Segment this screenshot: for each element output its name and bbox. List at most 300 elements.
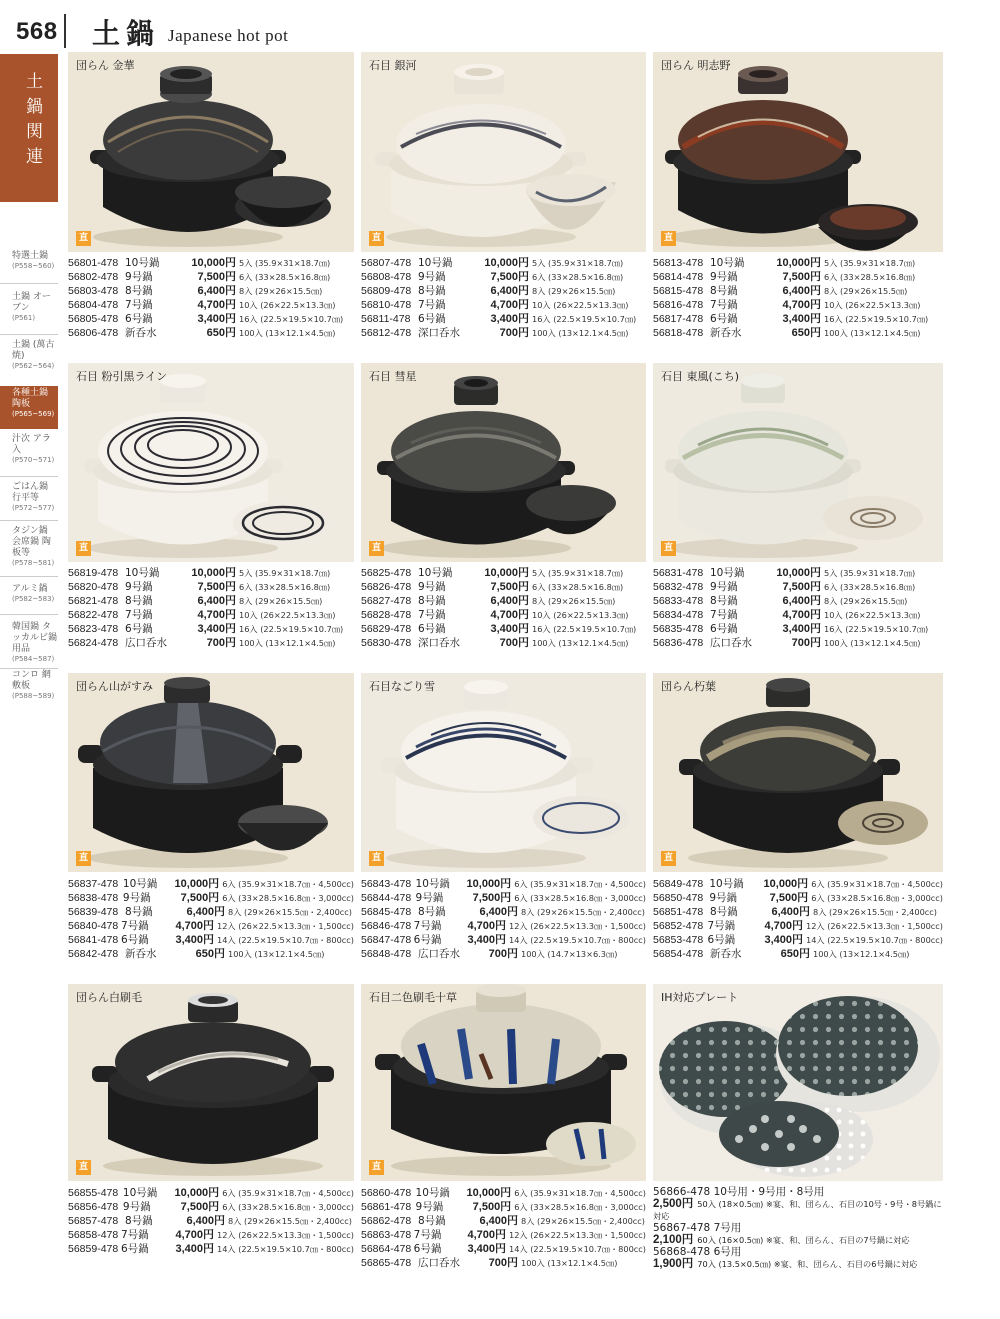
pack-dimensions: 5入 (35.9×31×18.7㎝)	[824, 258, 916, 268]
product-code: 56835-478	[653, 623, 704, 635]
price: 650円	[206, 327, 236, 339]
price: 7,500円	[490, 271, 529, 283]
sidebar-divider	[0, 614, 58, 615]
product-code: 56831-478	[653, 567, 704, 579]
pack-dimensions: 8入 (29×26×15.5㎝)	[532, 286, 616, 296]
sidebar-item-pages: (P562~564)	[12, 362, 55, 370]
pot-size: 7号鍋	[413, 920, 442, 932]
product-name: 団らん 明志野	[661, 59, 731, 72]
price: 6,400円	[490, 595, 529, 607]
header-divider	[64, 14, 66, 48]
product-name: 石目 粉引黒ライン	[76, 370, 168, 383]
pot-size: 6号鍋	[418, 623, 446, 635]
sidebar-item-label: 土鍋 オーブン	[12, 292, 51, 313]
spec-list	[68, 877, 354, 961]
sidebar-divider	[0, 334, 58, 335]
spec-row	[361, 877, 646, 891]
pot-size: 9号鍋	[122, 1201, 151, 1213]
pot-size: 深口呑水	[418, 327, 460, 339]
price: 10,000円	[484, 567, 529, 579]
price: 6,400円	[479, 1215, 518, 1227]
sidebar-item-pages: (P565~569)	[12, 410, 55, 418]
pack-dimensions: 8入 (29×26×15.5㎝)	[532, 596, 616, 606]
pack-dimensions: 16入 (22.5×19.5×10.7㎝)	[532, 314, 637, 324]
price: 4,700円	[197, 299, 236, 311]
product-code: 56832-478	[653, 581, 704, 593]
spec-row	[68, 326, 354, 340]
category-tab	[0, 54, 58, 202]
pack-dimensions: 10入 (26×22.5×13.3㎝)	[824, 610, 921, 620]
spec-row	[653, 594, 943, 608]
pack-dimensions: 5入 (35.9×31×18.7㎝)	[532, 568, 624, 578]
spec-row	[68, 566, 354, 580]
pot-size: 9号鍋	[710, 271, 738, 283]
pot-size: 7号鍋	[121, 1229, 149, 1241]
pack-dimensions: 6入 (33×28.5×16.8㎝)	[239, 582, 331, 592]
price: 650円	[791, 327, 821, 339]
spec-row	[653, 284, 943, 298]
price: 700円	[791, 637, 821, 649]
product-code: 56811-478	[361, 313, 411, 325]
price: 10,000円	[466, 878, 512, 890]
sidebar-item-pages: (P588~589)	[12, 692, 55, 700]
pack-dimensions: 14入 (22.5×19.5×10.7㎝・800cc)	[216, 1244, 354, 1254]
pack-dimensions: 6入 (33×28.5×16.8㎝・3,000cc)	[811, 893, 943, 903]
page-title: 土鍋	[92, 17, 161, 50]
sidebar-item-pages: (P570~571)	[12, 456, 55, 464]
sidebar-item-label: 各種土鍋 陶板	[12, 388, 49, 409]
pot-size: 7号鍋	[121, 920, 149, 932]
pot-size: 10号鍋	[125, 257, 160, 269]
pot-size: 新呑水	[710, 327, 742, 339]
price: 3,400円	[490, 313, 529, 325]
pack-dimensions: 14入 (22.5×19.5×10.7㎝・800cc)	[805, 935, 943, 945]
pack-dimensions: 8入 (29×26×15.5㎝)	[824, 596, 908, 606]
product-card	[68, 363, 354, 562]
price: 7,500円	[180, 892, 220, 904]
price: 700円	[499, 637, 529, 649]
price: 4,700円	[490, 609, 529, 621]
spec-list	[653, 877, 943, 961]
spec-row	[653, 919, 943, 933]
product-code: 56865-478	[361, 1257, 412, 1269]
price: 3,400円	[782, 313, 821, 325]
sidebar-divider	[0, 520, 58, 521]
pack-dimensions: 16入 (22.5×19.5×10.7㎝)	[532, 624, 637, 634]
spec-row	[361, 1242, 646, 1256]
price: 7,500円	[472, 892, 512, 904]
spec-row	[653, 877, 943, 891]
product-name: 石目 東風(こち)	[661, 370, 740, 383]
donabe-photo	[68, 673, 354, 872]
pot-size: 新呑水	[710, 948, 742, 960]
price: 6,400円	[186, 1215, 225, 1227]
product-code: 56841-478	[68, 934, 119, 946]
spec-row	[653, 608, 943, 622]
pot-size: 新呑水	[125, 948, 157, 960]
pack-dimensions: 14入 (22.5×19.5×10.7㎝・800cc)	[508, 935, 646, 945]
ih-price-line	[653, 1234, 943, 1246]
product-code: 56837-478	[68, 878, 119, 890]
pack-dimensions: 100入 (13×12.1×4.5㎝)	[824, 328, 921, 338]
sidebar-item-active[interactable]	[0, 386, 58, 429]
product-name: 団らん白刷毛	[76, 991, 142, 1004]
ih-price-line	[653, 1258, 943, 1270]
product-code: 56857-478	[68, 1215, 119, 1227]
pack-dimensions: 6入 (33×28.5×16.8㎝・3,000cc)	[514, 1202, 646, 1212]
sidebar-item-label: 韓国鍋 タッカルビ鍋 用品	[12, 622, 58, 654]
pot-size: 9号鍋	[125, 581, 153, 593]
spec-row	[653, 298, 943, 312]
price: 4,700円	[782, 609, 821, 621]
product-code: 56804-478	[68, 299, 119, 311]
price: 10,000円	[174, 1187, 220, 1199]
sidebar-item[interactable]	[12, 340, 58, 371]
sidebar-item-pages: (P584~587)	[12, 655, 55, 663]
price: 3,400円	[782, 623, 821, 635]
spec-row	[653, 312, 943, 326]
spec-row	[361, 594, 646, 608]
donabe-photo	[361, 52, 646, 252]
price: 7,500円	[782, 271, 821, 283]
sidebar-item[interactable]	[12, 292, 58, 323]
price: 4,700円	[175, 1229, 214, 1241]
product-code: 56805-478	[68, 313, 119, 325]
product-card	[361, 363, 646, 562]
product-code: 56833-478	[653, 595, 704, 607]
pack-dimensions: 12入 (26×22.5×13.3㎝・1,500cc)	[216, 1230, 354, 1240]
product-code: 56859-478	[68, 1243, 119, 1255]
pot-size: 6号鍋	[710, 623, 738, 635]
product-card	[653, 363, 943, 562]
spec-row	[653, 933, 943, 947]
spec-row	[361, 256, 646, 270]
product-code: 56819-478	[68, 567, 119, 579]
page-subtitle: Japanese hot pot	[168, 26, 289, 45]
spec-row	[68, 312, 354, 326]
price: 650円	[195, 948, 225, 960]
pot-size: 8号鍋	[125, 285, 153, 297]
spec-row	[653, 580, 943, 594]
product-code: 56809-478	[361, 285, 412, 297]
product-code: 56802-478	[68, 271, 119, 283]
pack-dimensions: 5入 (35.9×31×18.7㎝)	[532, 258, 624, 268]
price: 6,400円	[479, 906, 518, 918]
sidebar-item[interactable]	[12, 526, 58, 568]
product-code: 56843-478	[361, 878, 412, 890]
spec-row	[68, 284, 354, 298]
donabe-photo	[361, 984, 646, 1181]
pack-dimensions: 100入 (13×12.1×4.5㎝)	[521, 1258, 618, 1268]
product-code: 56844-478	[361, 892, 412, 904]
spec-row	[68, 1214, 354, 1228]
spec-row	[361, 919, 646, 933]
product-code: 56818-478	[653, 327, 704, 339]
price: 10,000円	[466, 1187, 512, 1199]
product-code: 56863-478	[361, 1229, 412, 1241]
product-code: 56812-478	[361, 327, 412, 339]
price: 3,400円	[175, 934, 214, 946]
donabe-photo	[653, 673, 943, 872]
spec-row	[68, 594, 354, 608]
product-card	[68, 673, 354, 872]
spec-row	[68, 877, 354, 891]
pot-size: 新呑水	[125, 327, 157, 339]
spec-row	[361, 636, 646, 650]
product-code: 56828-478	[361, 609, 412, 621]
sidebar-item-label: ごはん鍋 行平等	[12, 482, 49, 503]
spec-list	[653, 566, 943, 650]
pot-size: 10号鍋	[122, 1187, 158, 1199]
product-code: 56858-478	[68, 1229, 119, 1241]
sidebar-item[interactable]	[12, 251, 70, 271]
price: 700円	[488, 1257, 518, 1269]
spec-row	[68, 270, 354, 284]
spec-row	[361, 270, 646, 284]
product-name: 石目 銀河	[369, 59, 417, 72]
pack-dimensions: 16入 (22.5×19.5×10.7㎝)	[824, 314, 929, 324]
pot-size: 10号鍋	[125, 567, 160, 579]
product-code: 56823-478	[68, 623, 119, 635]
spec-row	[361, 1200, 646, 1214]
spec-list	[361, 877, 646, 961]
pack-dimensions: 6入 (35.9×31×18.7㎝・4,500cc)	[514, 879, 646, 889]
pot-size: 10号鍋	[418, 257, 453, 269]
product-code: 56846-478	[361, 920, 412, 932]
ih-plate-photo	[653, 984, 943, 1181]
sidebar-divider	[0, 476, 58, 477]
pack-dimensions: 100入 (13×12.1×4.5㎝)	[532, 328, 629, 338]
spec-row	[68, 1200, 354, 1214]
donabe-photo	[653, 363, 943, 562]
sidebar-item-label: 汁次 アラ入	[12, 434, 51, 455]
pot-size: 8号鍋	[125, 906, 153, 918]
pot-size: 10号鍋	[710, 567, 745, 579]
product-code: 56808-478	[361, 271, 412, 283]
price: 3,400円	[764, 934, 803, 946]
donabe-photo	[68, 52, 354, 252]
pack-dimensions: 16入 (22.5×19.5×10.7㎝)	[824, 624, 929, 634]
pot-size: 10号鍋	[418, 567, 453, 579]
product-card	[68, 52, 354, 252]
spec-row	[361, 580, 646, 594]
pot-size: 9号鍋	[125, 271, 153, 283]
pack-dimensions: 8入 (29×26×15.5㎝・2,400cc)	[228, 1216, 352, 1226]
spec-row	[361, 284, 646, 298]
pot-size: 6号鍋	[125, 313, 153, 325]
pack-dimensions: 100入 (13×12.1×4.5㎝)	[824, 638, 921, 648]
spec-row	[68, 891, 354, 905]
pot-size: 9号鍋	[709, 892, 738, 904]
pack-dimensions: 14入 (22.5×19.5×10.7㎝・800cc)	[508, 1244, 646, 1254]
product-code: 56860-478	[361, 1187, 412, 1199]
spec-row	[361, 298, 646, 312]
pot-size: 8号鍋	[418, 1215, 446, 1227]
product-name: 団らん朽葉	[661, 680, 716, 693]
price: 6,400円	[197, 595, 236, 607]
price: 2,100円	[653, 1234, 694, 1246]
product-code: 56801-478	[68, 257, 119, 269]
price: 3,400円	[490, 623, 529, 635]
price: 7,500円	[769, 892, 809, 904]
product-code: 56815-478	[653, 285, 704, 297]
product-code: 56864-478	[361, 1243, 412, 1255]
ih-price-line	[653, 1198, 943, 1222]
product-code: 56813-478	[653, 257, 704, 269]
ih-detail: 50入 (18×0.5㎝) ※宴、和、団らん、石目の10号・9号・8号鍋に対応	[653, 1199, 942, 1221]
spec-list	[361, 256, 646, 340]
product-name: 石目なごり雪	[369, 680, 435, 693]
pot-size: 8号鍋	[418, 906, 446, 918]
pack-dimensions: 6入 (35.9×31×18.7㎝・4,500cc)	[222, 1188, 354, 1198]
price: 10,000円	[191, 567, 236, 579]
spec-row	[68, 256, 354, 270]
direct-ship-badge: 直	[369, 1160, 384, 1175]
price: 7,500円	[490, 581, 529, 593]
spec-row	[653, 636, 943, 650]
pack-dimensions: 6入 (33×28.5×16.8㎝・3,000cc)	[222, 893, 354, 903]
spec-list	[653, 256, 943, 340]
pot-size: 8号鍋	[710, 285, 738, 297]
product-code: 56842-478	[68, 948, 119, 960]
sidebar-item-label: タジン鍋 会席鍋 陶板等	[12, 526, 51, 558]
direct-ship-badge: 直	[661, 231, 676, 246]
pack-dimensions: 16入 (22.5×19.5×10.7㎝)	[239, 624, 344, 634]
sidebar-item[interactable]	[12, 584, 58, 604]
product-card	[361, 984, 646, 1181]
ih-detail: 60入 (16×0.5㎝) ※宴、和、団らん、石目の7号鍋に対応	[697, 1235, 910, 1245]
pot-size: 9号鍋	[122, 892, 151, 904]
price: 4,700円	[197, 609, 236, 621]
pack-dimensions: 6入 (33×28.5×16.8㎝)	[532, 272, 624, 282]
spec-row	[653, 891, 943, 905]
product-code: 56849-478	[653, 878, 704, 890]
pot-size: 7号鍋	[413, 1229, 442, 1241]
sidebar-item-label: アルミ鍋	[12, 584, 48, 594]
price: 10,000円	[776, 567, 821, 579]
price: 6,400円	[186, 906, 225, 918]
sidebar-item[interactable]	[12, 670, 58, 701]
sidebar-item[interactable]	[12, 622, 58, 664]
pot-size: 7号鍋	[710, 609, 738, 621]
sidebar-item[interactable]	[12, 482, 58, 513]
spec-row	[361, 608, 646, 622]
product-name: IH対応プレート	[661, 991, 739, 1004]
pack-dimensions: 6入 (33×28.5×16.8㎝・3,000cc)	[222, 1202, 354, 1212]
pot-size: 広口呑水	[125, 637, 167, 649]
product-name: 石目二色刷毛十草	[369, 991, 457, 1004]
pot-size: 9号鍋	[418, 581, 446, 593]
sidebar-item-label: 特選土鍋	[12, 251, 49, 261]
spec-list	[361, 1186, 646, 1270]
pack-dimensions: 100入 (13×12.1×4.5㎝)	[813, 949, 910, 959]
product-code: 56840-478	[68, 920, 119, 932]
pack-dimensions: 10入 (26×22.5×13.3㎝)	[824, 300, 921, 310]
pot-size: 広口呑水	[710, 637, 752, 649]
spec-row	[361, 1214, 646, 1228]
pack-dimensions: 100入 (13×12.1×4.5㎝)	[239, 638, 336, 648]
pack-dimensions: 8入 (29×26×15.5㎝)	[824, 286, 908, 296]
product-code: 56820-478	[68, 581, 119, 593]
price: 10,000円	[174, 878, 220, 890]
spec-row	[361, 891, 646, 905]
pot-size: 6号鍋	[125, 623, 153, 635]
pack-dimensions: 100入 (14.7×13×6.3㎝)	[521, 949, 618, 959]
product-code: 56862-478	[361, 1215, 412, 1227]
price: 7,500円	[197, 271, 236, 283]
pot-size: 深口呑水	[418, 637, 460, 649]
product-code: 56806-478	[68, 327, 119, 339]
price: 6,400円	[782, 595, 821, 607]
spec-row	[361, 622, 646, 636]
price: 4,700円	[467, 1229, 506, 1241]
price: 3,400円	[175, 1243, 214, 1255]
pack-dimensions: 5入 (35.9×31×18.7㎝)	[239, 568, 331, 578]
pot-size: 10号鍋	[710, 257, 745, 269]
pot-size: 6号鍋	[413, 1243, 442, 1255]
sidebar-item-label: コンロ 網 敷板	[12, 670, 51, 691]
product-code: 56827-478	[361, 595, 412, 607]
price: 6,400円	[197, 285, 236, 297]
pot-size: 6号鍋	[710, 313, 738, 325]
product-code: 56838-478	[68, 892, 119, 904]
pot-size: 8号鍋	[710, 595, 738, 607]
product-code: 56836-478	[653, 637, 704, 649]
price: 10,000円	[763, 878, 809, 890]
ih-product-line: 56866-478 10号用・9号用・8号用	[653, 1186, 825, 1198]
pack-dimensions: 10入 (26×22.5×13.3㎝)	[239, 300, 336, 310]
product-code: 56807-478	[361, 257, 412, 269]
spec-row	[361, 566, 646, 580]
pot-size: 9号鍋	[415, 892, 444, 904]
sidebar-divider	[0, 283, 58, 284]
pack-dimensions: 6入 (33×28.5×16.8㎝・3,000cc)	[514, 893, 646, 903]
spec-row	[653, 622, 943, 636]
pot-size: 8号鍋	[418, 285, 446, 297]
donabe-photo	[361, 363, 646, 562]
price: 10,000円	[191, 257, 236, 269]
pot-size: 6号鍋	[121, 1243, 149, 1255]
pot-size: 8号鍋	[125, 595, 153, 607]
page-number: 568	[16, 18, 58, 45]
pack-dimensions: 8入 (29×26×15.5㎝・2,400cc)	[521, 907, 645, 917]
ih-product-line: 56868-478 6号用	[653, 1246, 742, 1258]
price: 4,700円	[175, 920, 214, 932]
product-card	[653, 984, 943, 1181]
product-code: 56816-478	[653, 299, 704, 311]
pack-dimensions: 8入 (29×26×15.5㎝・2,400cc)	[228, 907, 352, 917]
spec-list	[68, 1186, 354, 1256]
price: 7,500円	[472, 1201, 512, 1213]
pack-dimensions: 8入 (29×26×15.5㎝)	[239, 286, 323, 296]
spec-row	[653, 905, 943, 919]
product-code: 56848-478	[361, 948, 412, 960]
spec-row	[361, 947, 646, 961]
product-code: 56822-478	[68, 609, 119, 621]
product-code: 56814-478	[653, 271, 704, 283]
price: 3,400円	[467, 934, 506, 946]
price: 6,400円	[490, 285, 529, 297]
spec-row	[361, 905, 646, 919]
donabe-photo	[361, 673, 646, 872]
sidebar-item[interactable]	[12, 434, 58, 465]
pack-dimensions: 14入 (22.5×19.5×10.7㎝・800cc)	[216, 935, 354, 945]
price: 10,000円	[776, 257, 821, 269]
pot-size: 広口呑水	[418, 1257, 460, 1269]
product-code: 56852-478	[653, 920, 704, 932]
ih-detail: 70入 (13.5×0.5㎝) ※宴、和、団らん、石目の6号鍋に対応	[697, 1259, 918, 1269]
pot-size: 6号鍋	[707, 934, 736, 946]
